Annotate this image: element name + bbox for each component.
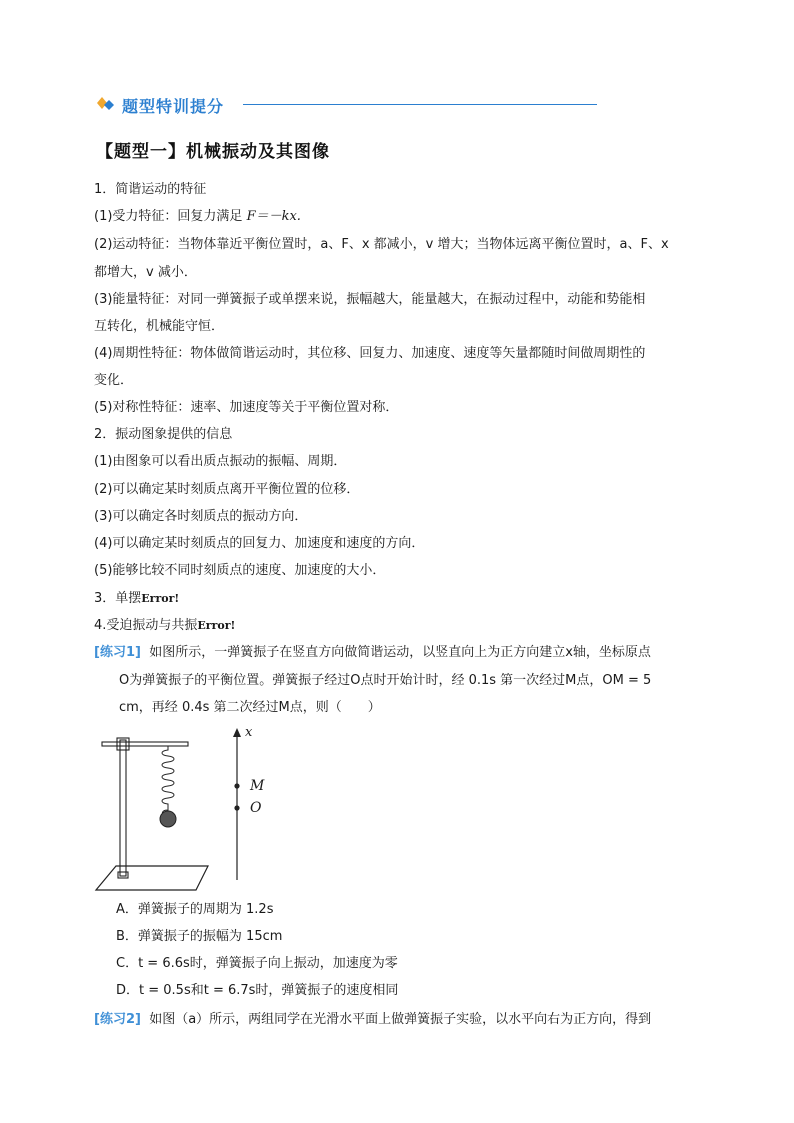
base-plate: [96, 866, 208, 890]
spring-oscillator-figure: [94, 726, 274, 894]
ex1-label: [练习1]: [94, 645, 141, 660]
ex2-line-1: [94, 1011, 651, 1029]
point-o: [234, 805, 239, 810]
p2-item-1: (1)由图象可以看出质点振动的振幅、周期．: [94, 454, 347, 469]
section-header: [96, 93, 224, 117]
option-c: C．t = 6.6s时，弹簧振子向上振动，加速度为零: [116, 956, 398, 971]
section-divider: [243, 104, 597, 105]
ball: [160, 811, 176, 827]
ex2-label: [练习2]: [94, 1012, 141, 1027]
p1-item-1-text: (1)受力特征：回复力满足: [94, 209, 247, 224]
ex2-text-1: 如图（a）所示，两组同学在光滑水平面上做弹簧振子实验，以水平向右为正方向，得到: [149, 1012, 652, 1027]
p2-item-3: (3)可以确定各时刻质点的振动方向．: [94, 509, 308, 524]
option-d: D．t = 0.5s和t = 6.7s时，弹簧振子的速度相同: [116, 983, 399, 998]
point-o-label: O: [250, 800, 262, 816]
topic-heading: 【题型一】机械振动及其图像: [96, 142, 330, 162]
p2-title: 2．振动图象提供的信息: [94, 427, 233, 442]
point-m-label: M: [250, 778, 265, 794]
p4-text: 4.受迫振动与共振: [94, 618, 198, 633]
p4-error: Error!: [197, 619, 236, 632]
x-axis-label: x: [245, 725, 253, 740]
option-b: B．弹簧振子的振幅为 15cm: [116, 929, 283, 944]
p1-title: 1．简谐运动的特征: [94, 182, 207, 197]
p3-text: 3．单摆: [94, 591, 142, 606]
p1-item-2b: 都增大，v 减小．: [94, 265, 197, 280]
p1-item-1: [94, 208, 301, 226]
option-a: A．弹簧振子的周期为 1.2s: [116, 902, 274, 917]
x-axis-arrow: [233, 728, 241, 737]
horizontal-arm: [102, 742, 188, 746]
p3-line: [94, 590, 179, 608]
p1-item-2a: (2)运动特征：当物体靠近平衡位置时，a、F、x 都减小，v 增大；当物体远离平衡位置时，a、F、x: [94, 237, 669, 252]
p2-item-5: (5)能够比较不同时刻质点的速度、加速度的大小．: [94, 563, 386, 578]
p4-line: [94, 617, 235, 635]
p1-item-4b: 变化．: [94, 373, 134, 388]
p3-error: Error!: [141, 592, 180, 605]
p1-item-4a: (4)周期性特征：物体做简谐运动时，其位移、回复力、加速度、速度等矢量都随时间做周期性的: [94, 346, 646, 361]
ex1-text-1: 如图所示，一弹簧振子在竖直方向做简谐运动，以竖直向上为正方向建立x轴，坐标原点: [149, 645, 651, 660]
p1-item-3b: 互转化，机械能守恒．: [94, 319, 225, 334]
spring: [162, 746, 174, 818]
p1-item-3a: (3)能量特征：对同一弹簧振子或单摆来说，振幅越大，能量越大，在振动过程中，动能和势能相: [94, 292, 646, 307]
ex1-line-1: [94, 644, 651, 662]
ex1-line-3: cm，再经 0.4s 第二次经过M点，则（ ）: [119, 700, 381, 715]
section-title: 题型特训提分: [122, 96, 225, 116]
stand-pole: [120, 740, 126, 876]
p2-item-2: (2)可以确定某时刻质点离开平衡位置的位移．: [94, 482, 360, 497]
p1-item-5: (5)对称性特征：速率、加速度等关于平衡位置对称．: [94, 400, 399, 415]
p1-item-1-formula: F＝－kx.: [246, 209, 301, 224]
p2-item-4: (4)可以确定某时刻质点的回复力、加速度和速度的方向．: [94, 536, 425, 551]
diamond-icon: [96, 95, 118, 115]
ex1-line-2: O为弹簧振子的平衡位置。弹簧振子经过O点时开始计时，经 0.1s 第一次经过M点，OM = 5: [119, 673, 652, 688]
point-m: [234, 783, 239, 788]
